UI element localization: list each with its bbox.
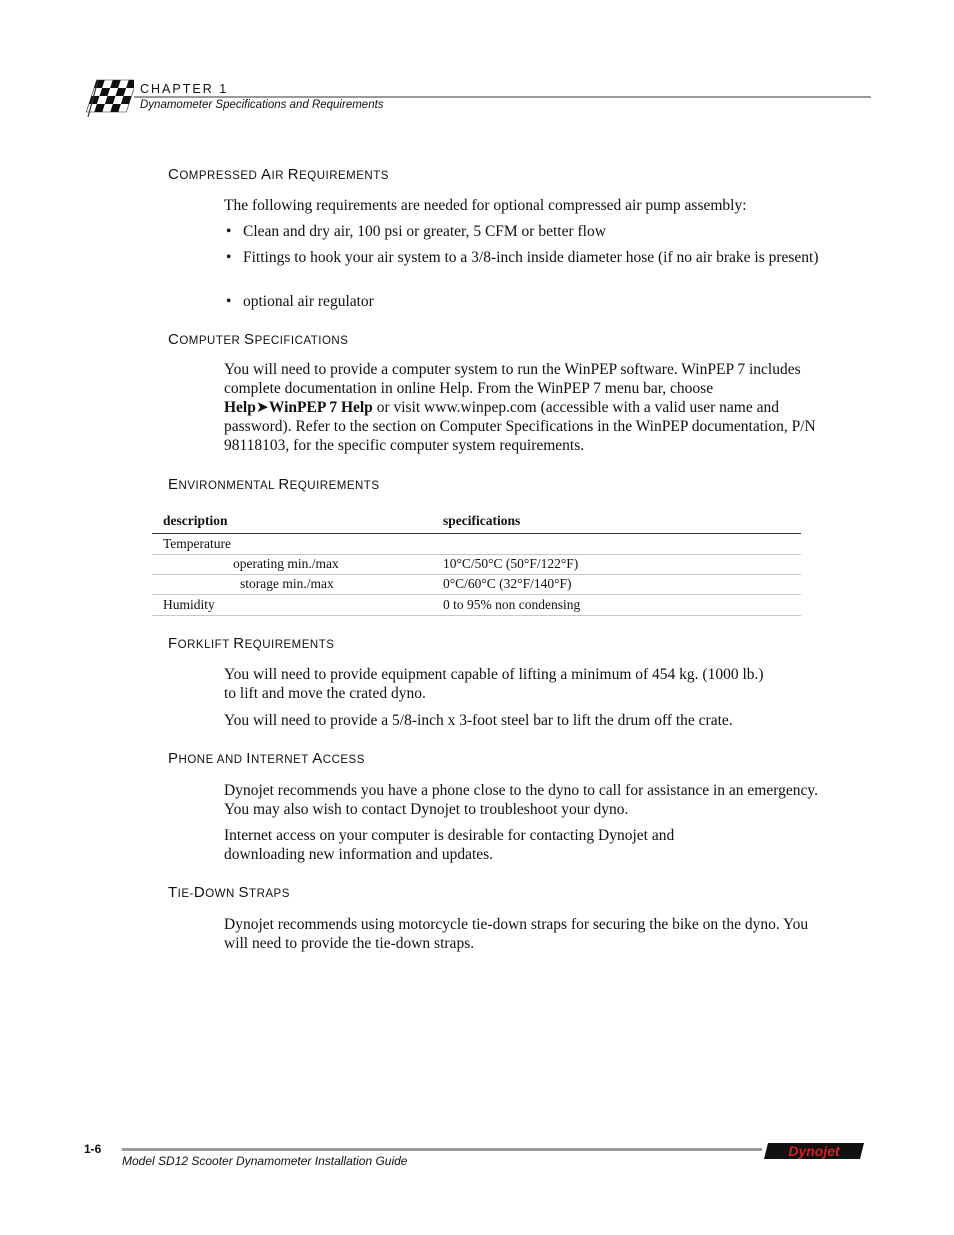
- chapter-subtitle: Dynamometer Specifications and Requirements: [140, 99, 384, 111]
- heading-forklift-requirements: FORKLIFT REQUIREMENTS: [168, 635, 335, 652]
- chapter-label: CHAPTER 1: [140, 82, 229, 96]
- heading-computer-specifications: COMPUTER SPECIFICATIONS: [168, 331, 349, 348]
- forklift-paragraph-1: You will need to provide equipment capable of lifting a minimum of 454 kg. (1000 lb.) to lift and move the crated dyno.: [224, 666, 764, 702]
- menu-path-help: Help: [224, 399, 256, 416]
- compressed-air-intro: The following requirements are needed for optional compressed air pump assembly:: [224, 197, 747, 214]
- menu-path-winpep-help: WinPEP 7 Help: [268, 399, 373, 416]
- column-header-description: description: [163, 513, 228, 528]
- table-header-row: [152, 510, 801, 534]
- footer-divider: [122, 1148, 762, 1151]
- page-number: 1-6: [84, 1142, 102, 1156]
- table-row: Humidity 0 to 95% non condensing: [152, 595, 801, 616]
- table-row: operating min./max 10°C/50°C (50°F/122°F): [152, 554, 801, 575]
- tie-down-paragraph: Dynojet recommends using motorcycle tie-down straps for securing the bike on the dyno. You will need to provide the tie-down straps.: [224, 916, 809, 952]
- heading-compressed-air: COMPRESSED AIR REQUIREMENTS: [168, 166, 389, 183]
- heading-tie-down-straps: TIE-DOWN STRAPS: [168, 884, 290, 901]
- svg-text:Dynojet: Dynojet: [788, 1143, 840, 1159]
- bullet-icon: •: [226, 223, 232, 240]
- table-row: storage min./max 0°C/60°C (32°F/140°F): [152, 574, 801, 595]
- heading-environmental-requirements: ENVIRONMENTAL REQUIREMENTS: [168, 476, 380, 493]
- column-header-specifications: specifications: [443, 513, 521, 528]
- guide-title: Model SD12 Scooter Dynamometer Installation Guide: [122, 1154, 408, 1168]
- table-row: Temperature: [152, 534, 801, 555]
- bullet-icon: •: [226, 293, 232, 310]
- heading-phone-internet-access: PHONE AND INTERNET ACCESS: [168, 750, 365, 767]
- computer-specifications-text: You will need to provide a computer system to run the WinPEP software. WinPEP 7 includes complete documentation in online Help. From the WinPEP 7 menu bar, choose Help➤WinPEP 7 Help or visit www.winpep.com (accessible with a valid user name and password). Refer to the section on Computer Specifications in the WinPEP documentation, P/N 98118103, for the specific computer system requirements.: [224, 361, 816, 454]
- phone-paragraph: Dynojet recommends you have a phone close to the dyno to call for assistance in an emergency. You may also wish to contact Dynojet to troubleshoot your dyno.: [224, 782, 818, 818]
- arrow-icon: ➤: [255, 399, 269, 416]
- checkered-flag-icon: [84, 76, 134, 118]
- header-divider: [134, 96, 871, 98]
- dynojet-logo: [762, 1140, 866, 1162]
- internet-paragraph: Internet access on your computer is desirable for contacting Dynojet and downloading new information and updates.: [224, 827, 675, 863]
- forklift-paragraph-2: You will need to provide a 5/8-inch x 3-foot steel bar to lift the drum off the crate.: [224, 712, 733, 729]
- bullet-icon: •: [226, 249, 232, 266]
